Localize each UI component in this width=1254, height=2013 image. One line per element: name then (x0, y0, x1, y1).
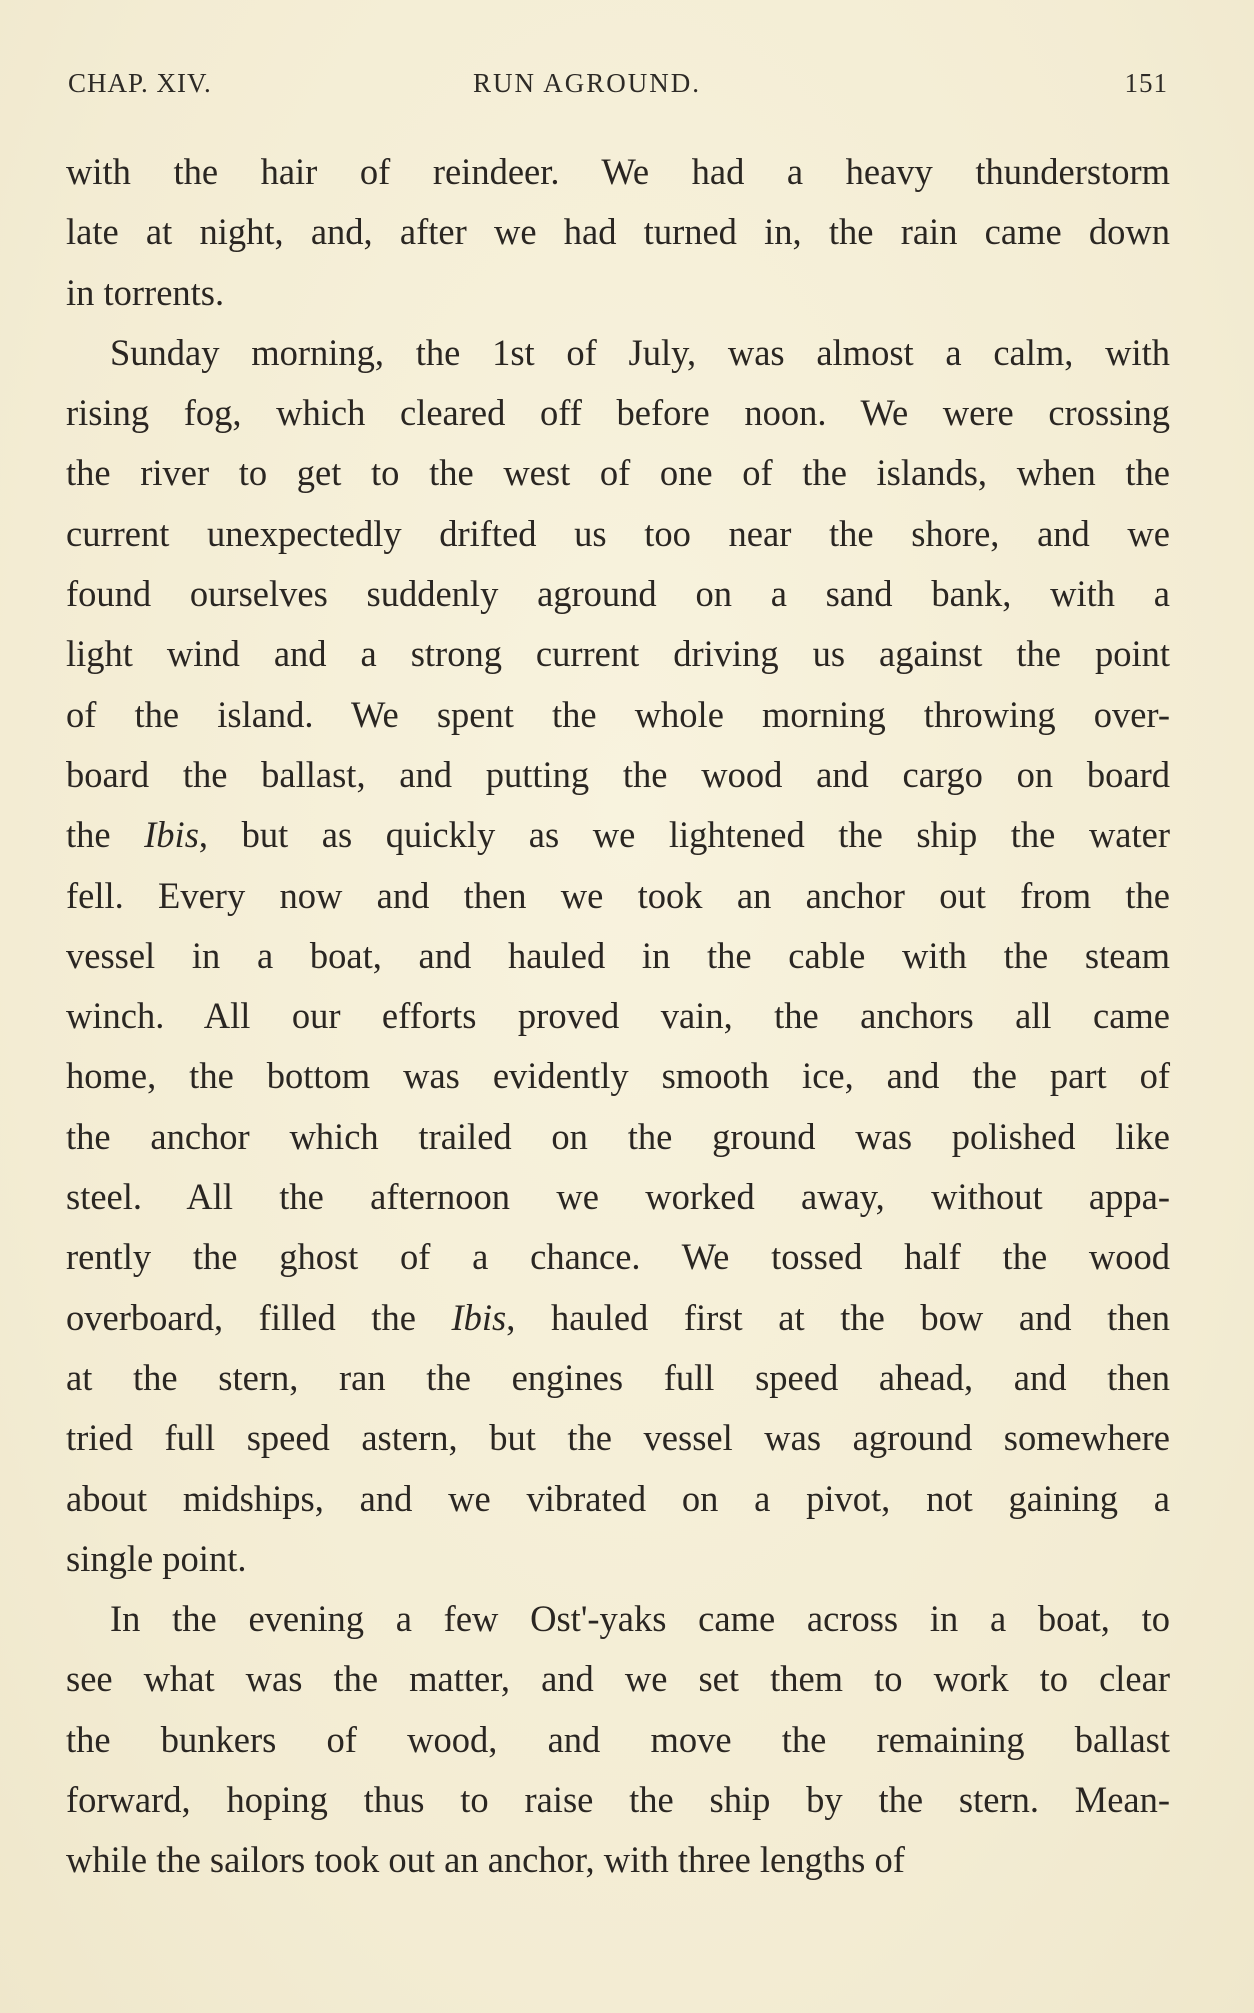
text-line: the bunkers of wood, and move the remaining ballast (66, 1718, 1170, 1760)
text-line: about midships, and we vibrated on a pivot, not gaining a (66, 1477, 1170, 1519)
text-line: tried full speed astern, but the vessel was aground somewhere (66, 1417, 1170, 1459)
body-text (66, 142, 1170, 1891)
text-line: see what was the matter, and we set them to work to clear (66, 1658, 1170, 1700)
text-line: forward, hoping thus to raise the ship by the stern. Mean- (66, 1779, 1170, 1821)
text-line: board the ballast, and putting the wood and cargo on board (66, 753, 1170, 795)
text-line: at the stern, ran the engines full speed ahead, and then (66, 1356, 1170, 1398)
text-line: the river to get to the west of one of the islands, when the (66, 452, 1170, 494)
italic-ship-name: Ibis (451, 1296, 507, 1338)
text-line: in torrents. (66, 271, 225, 313)
text-line: Sunday morning, the 1st of July, was almost a calm, with (110, 331, 1170, 373)
text-line: the Ibis, but as quickly as we lightened the ship the water (66, 814, 1170, 856)
text-line: In the evening a few Ost'-yaks came across in a boat, to (110, 1598, 1170, 1640)
text-line: late at night, and, after we had turned in, the rain came down (66, 211, 1170, 253)
chapter-title: RUN AGROUND. (473, 68, 702, 98)
chapter-label: CHAP. XIV. (68, 68, 212, 98)
text-line: of the island. We spent the whole morning throwing over- (66, 693, 1170, 735)
text-line: while the sailors took out an anchor, with three lengths of (66, 1839, 905, 1881)
text-line: fell. Every now and then we took an anchor out from the (66, 874, 1170, 916)
text-line: winch. All our efforts proved vain, the anchors all came (66, 995, 1170, 1037)
text-line: light wind and a strong current driving us against the point (66, 633, 1170, 675)
page-number: 151 (1124, 68, 1168, 98)
text-line: with the hair of reindeer. We had a heavy thunderstorm (66, 151, 1170, 192)
text-line: single point. (66, 1537, 247, 1579)
running-head (68, 68, 1168, 108)
text-line: overboard, filled the Ibis, hauled first at the bow and then (66, 1296, 1170, 1338)
text-line: rently the ghost of a chance. We tossed half the wood (66, 1236, 1170, 1278)
text-line: found ourselves suddenly aground on a sand bank, with a (66, 573, 1170, 615)
text-line: rising fog, which cleared off before noon. We were crossing (66, 392, 1170, 434)
text-line: the anchor which trailed on the ground was polished like (66, 1115, 1170, 1157)
italic-ship-name: Ibis (144, 814, 199, 856)
text-line: current unexpectedly drifted us too near the shore, and we (66, 512, 1170, 554)
text-line: vessel in a boat, and hauled in the cable with the steam (66, 934, 1170, 976)
text-line: steel. All the afternoon we worked away, without appa- (66, 1176, 1170, 1218)
text-line: home, the bottom was evidently smooth ice, and the part of (66, 1055, 1170, 1097)
